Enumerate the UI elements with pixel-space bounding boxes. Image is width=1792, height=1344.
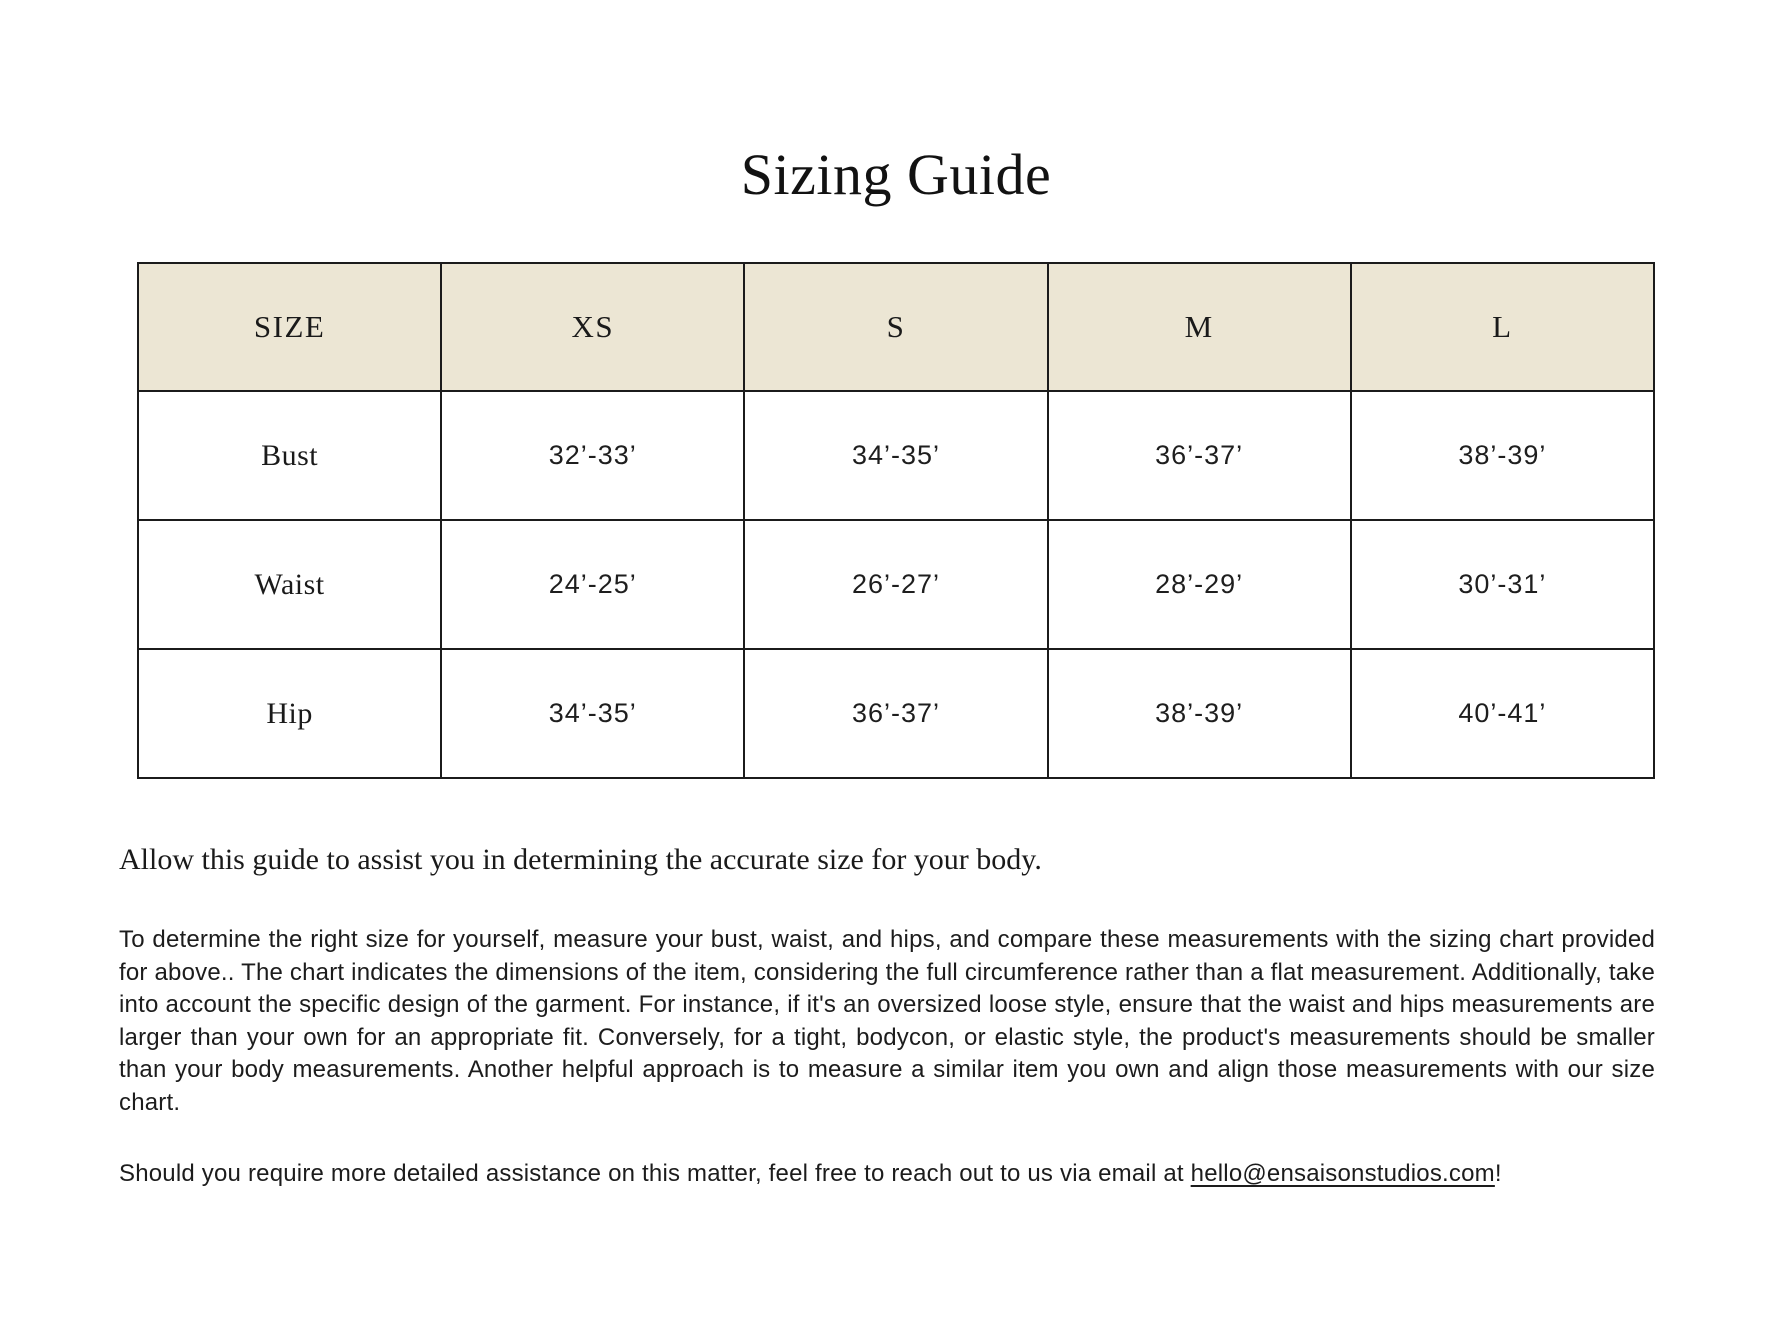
column-header-l: L bbox=[1351, 263, 1654, 391]
table-row-waist bbox=[138, 520, 1654, 649]
sizing-table-header bbox=[138, 263, 1654, 391]
contact-text: Should you require more detailed assistance on this matter, feel free to reach out to us via email at bbox=[119, 1160, 1191, 1187]
measurement-cell: 38’-39’ bbox=[1048, 649, 1351, 778]
sizing-table-body bbox=[138, 391, 1654, 778]
measurement-cell: 24’-25’ bbox=[441, 520, 744, 649]
column-header-m: M bbox=[1048, 263, 1351, 391]
measurement-cell: 40’-41’ bbox=[1351, 649, 1654, 778]
sizing-table bbox=[137, 262, 1655, 779]
table-row-bust bbox=[138, 391, 1654, 520]
measurement-cell: 26’-27’ bbox=[744, 520, 1047, 649]
row-label-hip: Hip bbox=[138, 649, 441, 778]
table-row-hip bbox=[138, 649, 1654, 778]
email-link[interactable]: hello@ensaisonstudios.com bbox=[1190, 1160, 1495, 1187]
measurement-cell: 30’-31’ bbox=[1351, 520, 1654, 649]
measurement-cell: 36’-37’ bbox=[1048, 391, 1351, 520]
column-header-s: S bbox=[744, 263, 1047, 391]
row-label-bust: Bust bbox=[138, 391, 441, 520]
size-guide-subtitle: Allow this guide to assist you in determining the accurate size for your body. bbox=[119, 843, 1042, 876]
page-title: Sizing Guide bbox=[740, 142, 1052, 207]
measurement-cell: 34’-35’ bbox=[441, 649, 744, 778]
contact-line bbox=[119, 1158, 1655, 1191]
column-header-size: SIZE bbox=[138, 263, 441, 391]
sizing-instructions-paragraph: To determine the right size for yourself, measure your bust, waist, and hips, and compare these measurements with the sizing chart provided for above.. The chart indicates the dimensions of the item, considering the full circumference rather than a flat measurement. Additionally, take into account the specific design of the garment. For instance, if it's an oversized loose style, ensure that the waist and hips measurements are larger than your own for an appropriate fit. Conversely, for a tight, bodycon, or elastic style, the product's measurements should be smaller than your body measurements. Another helpful approach is to measure a similar item you own and align those measurements with our size chart. bbox=[119, 926, 1655, 1116]
measurement-cell: 36’-37’ bbox=[744, 649, 1047, 778]
row-label-waist: Waist bbox=[138, 520, 441, 649]
measurement-cell: 28’-29’ bbox=[1048, 520, 1351, 649]
contact-suffix: ! bbox=[1494, 1160, 1502, 1187]
measurement-cell: 38’-39’ bbox=[1351, 391, 1654, 520]
header-row bbox=[138, 263, 1654, 391]
measurement-cell: 34’-35’ bbox=[744, 391, 1047, 520]
measurement-cell: 32’-33’ bbox=[441, 391, 744, 520]
column-header-xs: XS bbox=[441, 263, 744, 391]
